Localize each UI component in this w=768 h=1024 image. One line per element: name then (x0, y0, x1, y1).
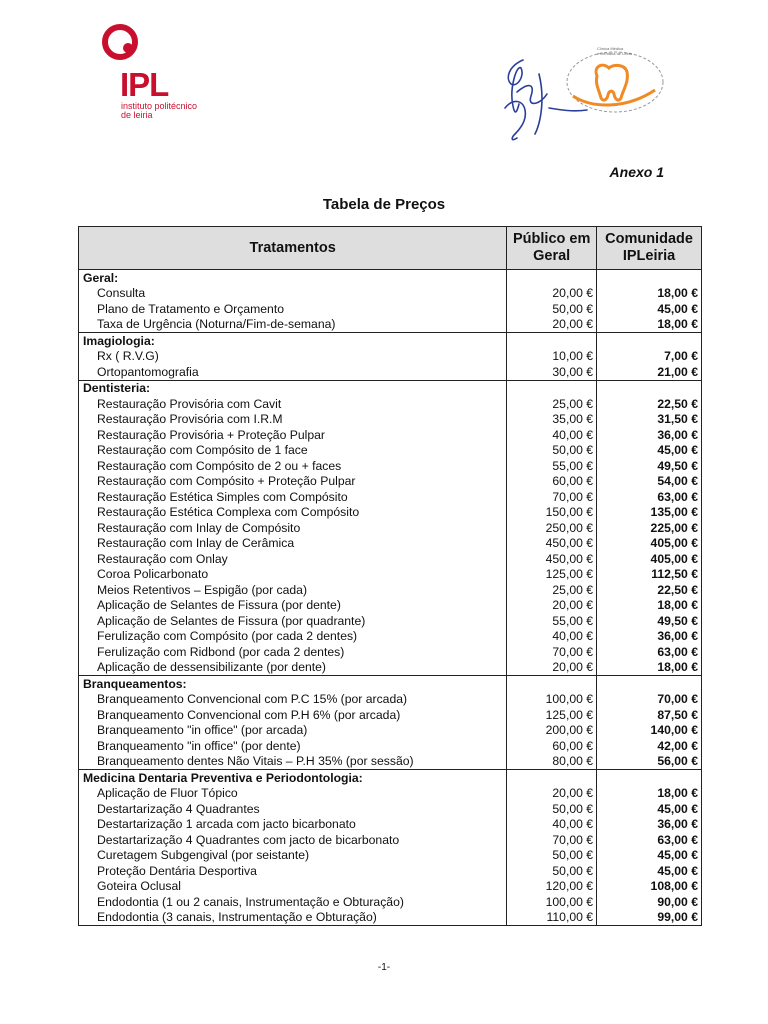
category-empty-cell (507, 333, 597, 349)
community-price: 18,00 € (597, 660, 702, 676)
treatment-name: Restauração Estética Complexa com Compósito (79, 505, 507, 521)
community-price: 70,00 € (597, 692, 702, 708)
community-price: 87,50 € (597, 707, 702, 723)
category-label: Branqueamentos: (79, 676, 507, 692)
header-treatments: Tratamentos (79, 227, 507, 270)
community-price: 18,00 € (597, 317, 702, 333)
category-empty-cell (507, 676, 597, 692)
table-row (79, 536, 702, 552)
table-row (79, 629, 702, 645)
community-price: 36,00 € (597, 817, 702, 833)
public-price: 70,00 € (507, 832, 597, 848)
public-price: 125,00 € (507, 707, 597, 723)
treatment-name: Destartarização 4 Quadrantes (79, 801, 507, 817)
treatment-name: Restauração com Inlay de Compósito (79, 520, 507, 536)
category-empty-cell (597, 676, 702, 692)
table-row (79, 801, 702, 817)
public-price: 120,00 € (507, 879, 597, 895)
community-price: 31,50 € (597, 412, 702, 428)
community-price: 21,00 € (597, 364, 702, 380)
treatment-name: Restauração Provisória com I.R.M (79, 412, 507, 428)
tooth-icon (596, 65, 627, 100)
logo-dot-icon (123, 43, 133, 53)
treatment-name: Ortopantomografia (79, 364, 507, 380)
treatment-name: Aplicação de dessensibilizante (por dente) (79, 660, 507, 676)
ipl-logo (100, 24, 220, 124)
table-row (79, 364, 702, 380)
community-price: 18,00 € (597, 598, 702, 614)
treatment-name: Ferulização com Compósito (por cada 2 dentes) (79, 629, 507, 645)
treatment-name: Coroa Policarbonato (79, 567, 507, 583)
treatment-name: Goteira Oclusal (79, 879, 507, 895)
logo-name-line1: instituto politécnico (121, 101, 198, 111)
public-price: 125,00 € (507, 567, 597, 583)
table-row (79, 301, 702, 317)
community-price: 18,00 € (597, 286, 702, 302)
table-row (79, 551, 702, 567)
page-number: -1- (377, 962, 391, 973)
logo-ring-icon (102, 24, 138, 60)
price-table (78, 226, 702, 926)
table-row (79, 458, 702, 474)
community-price: 99,00 € (597, 910, 702, 926)
treatment-name: Proteção Dentária Desportiva (79, 863, 507, 879)
community-price: 112,50 € (597, 567, 702, 583)
table-row (79, 723, 702, 739)
public-price: 450,00 € (507, 551, 597, 567)
treatment-name: Plano de Tratamento e Orçamento (79, 301, 507, 317)
community-price: 49,50 € (597, 458, 702, 474)
category-label: Medicina Dentaria Preventiva e Periodontologia: (79, 770, 507, 786)
table-row (79, 505, 702, 521)
table-row (79, 489, 702, 505)
public-price: 20,00 € (507, 786, 597, 802)
table-row (79, 520, 702, 536)
table-row (79, 832, 702, 848)
public-price: 100,00 € (507, 692, 597, 708)
treatment-name: Meios Retentivos – Espigão (por cada) (79, 582, 507, 598)
table-row (79, 738, 702, 754)
category-empty-cell (507, 770, 597, 786)
table-row (79, 396, 702, 412)
clinic-stamp (567, 46, 663, 112)
public-price: 200,00 € (507, 723, 597, 739)
community-price: 405,00 € (597, 551, 702, 567)
table-row (79, 644, 702, 660)
category-empty-cell (507, 380, 597, 396)
logo-institution-name (121, 102, 221, 120)
table-row (79, 286, 702, 302)
public-price: 20,00 € (507, 317, 597, 333)
community-price: 45,00 € (597, 848, 702, 864)
table-row (79, 613, 702, 629)
public-price: 80,00 € (507, 754, 597, 770)
public-price: 40,00 € (507, 427, 597, 443)
header-public: Público em Geral (507, 227, 597, 270)
community-price: 63,00 € (597, 489, 702, 505)
logo-acronym: IPL (120, 66, 169, 103)
stamp-text-line1: Clínica Médica (597, 46, 624, 51)
category-row (79, 380, 702, 396)
community-price: 56,00 € (597, 754, 702, 770)
treatment-name: Restauração com Onlay (79, 551, 507, 567)
table-row (79, 317, 702, 333)
table-row (79, 863, 702, 879)
treatment-name: Restauração Estética Simples com Compósito (79, 489, 507, 505)
price-table-body (79, 270, 702, 926)
public-price: 10,00 € (507, 349, 597, 365)
public-price: 250,00 € (507, 520, 597, 536)
public-price: 60,00 € (507, 738, 597, 754)
category-empty-cell (597, 333, 702, 349)
category-empty-cell (507, 270, 597, 286)
handwritten-signature (505, 60, 587, 140)
treatment-name: Restauração com Inlay de Cerâmica (79, 536, 507, 552)
public-price: 70,00 € (507, 489, 597, 505)
category-row (79, 333, 702, 349)
public-price: 50,00 € (507, 301, 597, 317)
community-price: 36,00 € (597, 629, 702, 645)
public-price: 100,00 € (507, 894, 597, 910)
treatment-name: Destartarização 1 arcada com jacto bicarbonato (79, 817, 507, 833)
table-row (79, 660, 702, 676)
treatment-name: Aplicação de Fluor Tópico (79, 786, 507, 802)
table-row (79, 910, 702, 926)
header-community: Comunidade IPLeiria (597, 227, 702, 270)
community-price: 45,00 € (597, 801, 702, 817)
treatment-name: Consulta (79, 286, 507, 302)
table-row (79, 349, 702, 365)
table-row (79, 412, 702, 428)
table-row (79, 754, 702, 770)
community-price: 22,50 € (597, 396, 702, 412)
public-price: 60,00 € (507, 474, 597, 490)
table-row (79, 582, 702, 598)
community-price: 45,00 € (597, 443, 702, 459)
public-price: 30,00 € (507, 364, 597, 380)
category-empty-cell (597, 270, 702, 286)
treatment-name: Branqueamento "in office" (por dente) (79, 738, 507, 754)
community-price: 90,00 € (597, 894, 702, 910)
logo-name-line2: de leiria (121, 110, 153, 120)
table-row (79, 692, 702, 708)
community-price: 18,00 € (597, 786, 702, 802)
category-row (79, 270, 702, 286)
public-price: 50,00 € (507, 801, 597, 817)
community-price: 36,00 € (597, 427, 702, 443)
category-empty-cell (597, 380, 702, 396)
table-row (79, 474, 702, 490)
community-price: 63,00 € (597, 832, 702, 848)
public-price: 25,00 € (507, 396, 597, 412)
category-empty-cell (597, 770, 702, 786)
category-row (79, 676, 702, 692)
treatment-name: Restauração com Compósito + Proteção Pulpar (79, 474, 507, 490)
public-price: 25,00 € (507, 582, 597, 598)
public-price: 110,00 € (507, 910, 597, 926)
community-price: 54,00 € (597, 474, 702, 490)
community-price: 135,00 € (597, 505, 702, 521)
table-row (79, 707, 702, 723)
community-price: 225,00 € (597, 520, 702, 536)
table-row (79, 817, 702, 833)
treatment-name: Destartarização 4 Quadrantes com jacto de bicarbonato (79, 832, 507, 848)
community-price: 45,00 € (597, 863, 702, 879)
table-row (79, 879, 702, 895)
category-row (79, 770, 702, 786)
table-row (79, 848, 702, 864)
public-price: 20,00 € (507, 598, 597, 614)
public-price: 20,00 € (507, 286, 597, 302)
treatment-name: Aplicação de Selantes de Fissura (por quadrante) (79, 613, 507, 629)
public-price: 55,00 € (507, 613, 597, 629)
treatment-name: Endodontia (3 canais, Instrumentação e Obturação) (79, 910, 507, 926)
table-row (79, 567, 702, 583)
treatment-name: Restauração Provisória com Cavit (79, 396, 507, 412)
treatment-name: Branqueamento dentes Não Vitais – P.H 35% (por sessão) (79, 754, 507, 770)
community-price: 22,50 € (597, 582, 702, 598)
document-title: Tabela de Preços (322, 196, 446, 213)
category-label: Geral: (79, 270, 507, 286)
public-price: 40,00 € (507, 817, 597, 833)
signature-and-stamp (495, 38, 675, 168)
treatment-name: Branqueamento "in office" (por arcada) (79, 723, 507, 739)
community-price: 7,00 € (597, 349, 702, 365)
treatment-name: Restauração com Compósito de 2 ou + faces (79, 458, 507, 474)
public-price: 450,00 € (507, 536, 597, 552)
treatment-name: Restauração com Compósito de 1 face (79, 443, 507, 459)
category-label: Dentisteria: (79, 380, 507, 396)
public-price: 35,00 € (507, 412, 597, 428)
community-price: 405,00 € (597, 536, 702, 552)
table-row (79, 427, 702, 443)
community-price: 140,00 € (597, 723, 702, 739)
treatment-name: Restauração Provisória + Proteção Pulpar (79, 427, 507, 443)
treatment-name: Aplicação de Selantes de Fissura (por dente) (79, 598, 507, 614)
public-price: 55,00 € (507, 458, 597, 474)
treatment-name: Endodontia (1 ou 2 canais, Instrumentação e Obturação) (79, 894, 507, 910)
community-price: 49,50 € (597, 613, 702, 629)
treatment-name: Taxa de Urgência (Noturna/Fim-de-semana) (79, 317, 507, 333)
treatment-name: Branqueamento Convencional com P.H 6% (por arcada) (79, 707, 507, 723)
community-price: 108,00 € (597, 879, 702, 895)
treatment-name: Ferulização com Ridbond (por cada 2 dentes) (79, 644, 507, 660)
table-row (79, 786, 702, 802)
public-price: 20,00 € (507, 660, 597, 676)
public-price: 50,00 € (507, 848, 597, 864)
annex-label: Anexo 1 (609, 164, 664, 180)
stamp-text-line2: e Dentária de Leiria (597, 51, 632, 56)
treatment-name: Rx ( R.V.G) (79, 349, 507, 365)
community-price: 63,00 € (597, 644, 702, 660)
community-price: 42,00 € (597, 738, 702, 754)
public-price: 40,00 € (507, 629, 597, 645)
public-price: 50,00 € (507, 443, 597, 459)
treatment-name: Curetagem Subgengival (por seistante) (79, 848, 507, 864)
table-row (79, 598, 702, 614)
table-row (79, 443, 702, 459)
community-price: 45,00 € (597, 301, 702, 317)
table-row (79, 894, 702, 910)
public-price: 150,00 € (507, 505, 597, 521)
category-label: Imagiologia: (79, 333, 507, 349)
treatment-name: Branqueamento Convencional com P.C 15% (por arcada) (79, 692, 507, 708)
public-price: 50,00 € (507, 863, 597, 879)
public-price: 70,00 € (507, 644, 597, 660)
